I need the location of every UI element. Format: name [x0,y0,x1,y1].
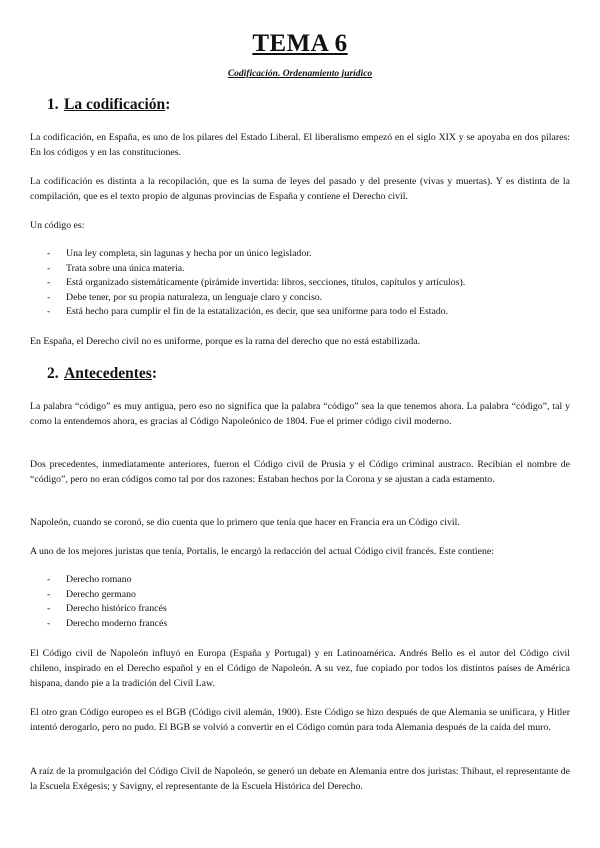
paragraph: A raíz de la promulgación del Código Civil de Napoleón, se generó un debate en Alemania entre dos juristas: Thibaut, el representante de la Escuela Exégesis; y Savigny, el representante de la Escuela Histórica del Derecho. [30,766,570,792]
paragraph: A uno de los mejores juristas que tenía, Portalis, le encargó la redacción del actual Código civil francés. Este contiene: [30,546,494,557]
paragraph: La palabra “código” es muy antigua, pero eso no significa que la palabra “código” sea la que tenemos ahora. La palabra “código”, tal y como la entendemos ahora, es gracias al Código Napoleónico de 1804. Fue el primer código civil moderno. [30,401,570,427]
section-colon: : [165,96,171,113]
paragraph: La codificación, en España, es uno de los pilares del Estado Liberal. El liberalismo empezó en el siglo XIX y se apoyaba en dos pilares: En los códigos y en las constituciones. [30,132,570,158]
paragraph: Dos precedentes, inmediatamente anteriores, fueron el Código civil de Prusia y el Código criminal austraco. Recibían el nombre de “código”, pero no eran códigos como tal por dos razones: Estaban hechos por la Corona y se ajustan a cada estamento. [30,459,570,485]
paragraph: El otro gran Código europeo es el BGB (Código civil alemán, 1900). Este Código se hizo después de que Alemania se unificara, y Hitler intentó derogarlo, pero no pudo. El BGB se volvió a convertir en el Código común para toda Alemania después de la caída del muro. [30,707,570,733]
document-title: TEMA 6 [252,30,348,57]
paragraph: La codificación es distinta a la recopilación, que es la suma de leyes del pasado y del presente (vivas y muertas). Y es distinta de la compilación, que es el texto propio de algunas provincias de España y contiene el Derecho civil. [30,176,570,202]
section-heading-antecedentes [47,365,157,383]
section-number: 1. [47,96,59,113]
list-item: - Derecho moderno francés [30,617,570,632]
list-item: - Trata sobre una única materia. [30,262,570,277]
section-heading-codificacion [47,96,170,114]
list-item: - Debe tener, por su propia naturaleza, un lenguaje claro y conciso. [30,291,570,306]
paragraph: Un código es: [30,220,85,231]
section-title: Antecedentes [64,365,152,382]
paragraph: En España, el Derecho civil no es uniforme, porque es la rama del derecho que no está estabilizada. [30,336,421,347]
paragraph: El Código civil de Napoleón influyó en Europa (España y Portugal) y en Latinoamérica. Andrés Bello es el autor del Código civil chileno, inspirado en el Derecho español y en el Código de Napoleón. A su vez, fue copiado por todos los distintos países de América hispana, dando pie a la tradición del Civil Law. [30,648,570,689]
section-number: 2. [47,365,59,382]
list-item: - Está organizado sistemáticamente (pirámide invertida: libros, secciones, títulos, capítulos y artículos). [30,276,570,291]
list-item: - Está hecho para cumplir el fin de la estatalización, es decir, que sea uniforme para todo el Estado. [30,305,570,320]
list-item: - Derecho romano [30,573,570,588]
list-item: - Derecho germano [30,588,570,603]
list-item: - Derecho histórico francés [30,602,570,617]
list-item: - Una ley completa, sin lagunas y hecha por un único legislador. [30,247,570,262]
section-title: La codificación [64,96,166,113]
document-subtitle: Codificación. Ordenamiento jurídico [227,69,373,79]
paragraph: Napoleón, cuando se coronó, se dio cuenta que lo primero que tenía que hacer en Francia era un Código civil. [30,517,460,528]
civil-code-sources-list [30,573,570,631]
code-characteristics-list [30,247,570,320]
section-colon: : [151,365,157,382]
